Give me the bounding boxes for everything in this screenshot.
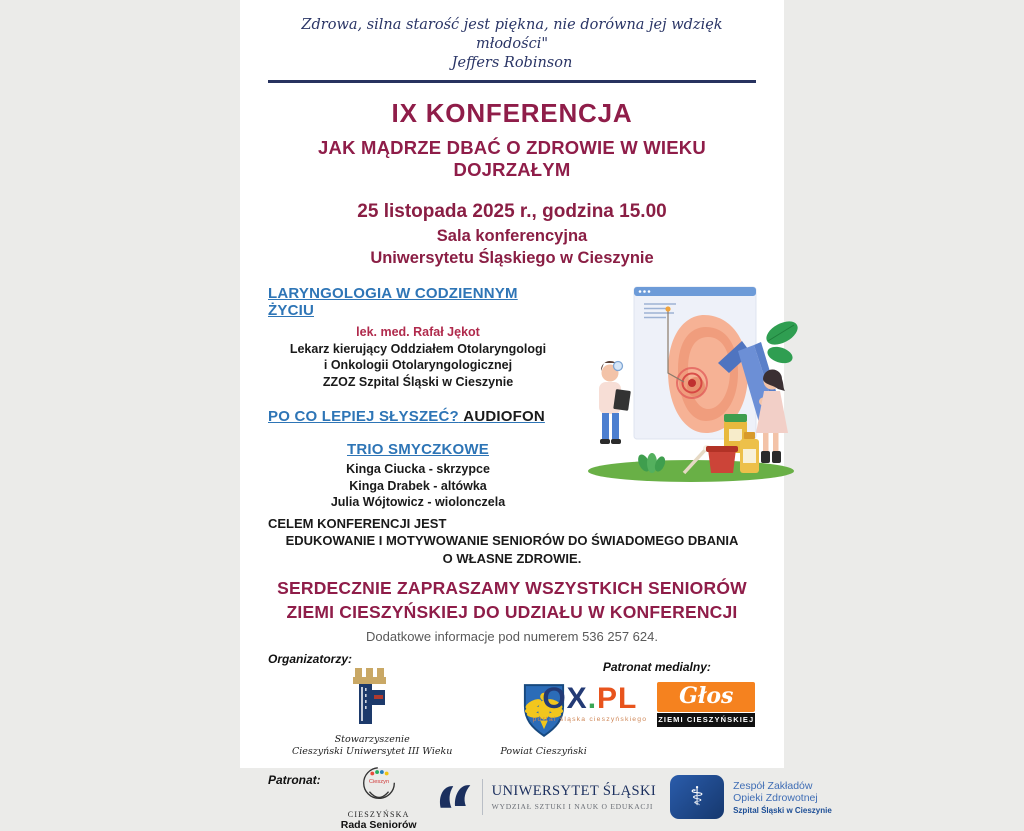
laryngology-speaker: lek. med. Rafał Jękot bbox=[356, 325, 480, 340]
oxpl-logo bbox=[532, 684, 647, 724]
quote-text: Zdrowa, silna starość jest piękna, nie dorówna jej wdzięk młodości" bbox=[301, 17, 723, 53]
oxpl-dot: . bbox=[587, 682, 598, 716]
us-glyph-icon bbox=[437, 782, 473, 812]
uniwersytet-slaski-logo bbox=[437, 779, 656, 815]
pain-target-icon bbox=[677, 368, 707, 398]
laryngology-desc-2: i Onkologii Otolaryngologicznej bbox=[323, 358, 513, 373]
oxpl-ox: OX bbox=[542, 682, 588, 716]
oxpl-pl: PL bbox=[597, 682, 638, 716]
glos-wordmark: Głos bbox=[657, 682, 755, 712]
us-name: UNIWERSYTET ŚLĄSKI bbox=[491, 783, 657, 800]
rada-caption-2: Rada Seniorów bbox=[340, 819, 417, 831]
us-divider bbox=[482, 779, 483, 815]
opening-quote bbox=[268, 16, 756, 73]
organizers-row bbox=[268, 652, 756, 758]
hearing-heading-blue: PO CO LEPIEJ SŁYSZEĆ? bbox=[268, 408, 459, 426]
doctor-figure bbox=[599, 361, 631, 444]
zzoz-logo bbox=[670, 775, 832, 819]
goal-line-3: O WŁASNE ZDROWIE. bbox=[442, 550, 582, 566]
rada-seniorow-icon bbox=[352, 763, 406, 807]
zzoz-badge-icon: ⚕ bbox=[670, 775, 724, 819]
invitation-line-1: SERDECZNIE ZAPRASZAMY WSZYSTKICH SENIORÓW bbox=[277, 578, 747, 599]
rada-seniorow-logo bbox=[335, 763, 423, 831]
laryngology-desc-3: ZZOZ Szpital Śląski w Cieszynie bbox=[322, 374, 514, 389]
invitation bbox=[268, 577, 756, 624]
goal-section bbox=[268, 515, 756, 568]
laryngology-heading: LARYNGOLOGIA W CODZIENNYM ŻYCIU bbox=[268, 285, 518, 320]
trio-member-1: Kinga Ciucka - skrzypce bbox=[346, 462, 490, 477]
glos-subtitle: ZIEMI CIESZYŃSKIEJ bbox=[657, 713, 755, 727]
organizer-powiat-caption: Powiat Cieszyński bbox=[500, 745, 587, 757]
rada-caption-1: CIESZYŃSKA bbox=[347, 810, 410, 820]
event-datetime: 25 listopada 2025 r., godzina 15.00 bbox=[357, 201, 667, 223]
patronage-label: Patronat: bbox=[268, 773, 321, 788]
laryngology-desc-1: Lekarz kierujący Oddziałem Otolaryngologi bbox=[289, 341, 547, 356]
tower-logo-icon bbox=[352, 668, 392, 726]
media-patronage-block bbox=[522, 652, 756, 758]
poster-subtitle: JAK MĄDRZE DBAĆ O ZDROWIE W WIEKU DOJRZAŁYM bbox=[318, 137, 706, 181]
trio-member-3: Julia Wójtowicz - wiolonczela bbox=[330, 495, 506, 510]
contact-info: Dodatkowe informacje pod numerem 536 257 624. bbox=[366, 628, 658, 644]
goal-line-1: CELEM KONFERENCJI JEST bbox=[268, 515, 447, 531]
glos-logo bbox=[657, 682, 755, 727]
venue-line-2: Uniwersytetu Śląskiego w Cieszynie bbox=[370, 248, 654, 267]
zzoz-line-1: Zespół Zakładów bbox=[733, 780, 813, 793]
zzoz-line-2: Opieki Zdrowotnej bbox=[733, 792, 818, 805]
poster-title: IX KONFERENCJA bbox=[391, 98, 633, 129]
organizer-utw-caption: Stowarzyszenie Cieszyński Uniwersytet III Wieku bbox=[292, 733, 453, 757]
event-venue bbox=[268, 226, 756, 269]
program-text-column bbox=[268, 285, 568, 511]
program-section bbox=[268, 285, 756, 511]
hearing-heading bbox=[268, 408, 568, 425]
svg-text:Cieszyn: Cieszyn bbox=[368, 779, 389, 786]
hearing-brand: AUDIOFON bbox=[463, 408, 545, 426]
trio-heading: TRIO SMYCZKOWE bbox=[347, 441, 489, 459]
oxpl-tagline: portal śląska cieszyńskiego bbox=[532, 716, 648, 724]
organizers-label: Organizatorzy: bbox=[268, 651, 353, 666]
patronage-row bbox=[268, 763, 832, 831]
divider-rule bbox=[268, 80, 756, 83]
invitation-line-2: ZIEMI CIESZYŃSKIEJ DO UDZIAŁU W KONFERENCJI bbox=[286, 602, 738, 623]
us-faculty: WYDZIAŁ SZTUKI I NAUK O EDUKACJI bbox=[491, 802, 654, 812]
quote-author: Jeffers Robinson bbox=[451, 55, 573, 72]
organizer-logo-utw bbox=[292, 668, 452, 758]
ear-examination-illustration bbox=[572, 281, 810, 481]
leaves-icon bbox=[763, 317, 802, 367]
illustration-column bbox=[568, 285, 810, 511]
venue-line-1: Sala konferencyjna bbox=[436, 227, 588, 246]
zzoz-line-3: Szpital Śląski w Cieszynie bbox=[733, 805, 832, 815]
goal-line-2: EDUKOWANIE I MOTYWOWANIE SENIORÓW DO ŚWIADOMEGO DBANIA bbox=[285, 533, 739, 549]
media-patronage-label: Patronat medialny: bbox=[602, 659, 711, 674]
conference-poster bbox=[240, 0, 832, 831]
trio-member-2: Kinga Drabek - altówka bbox=[349, 478, 487, 493]
